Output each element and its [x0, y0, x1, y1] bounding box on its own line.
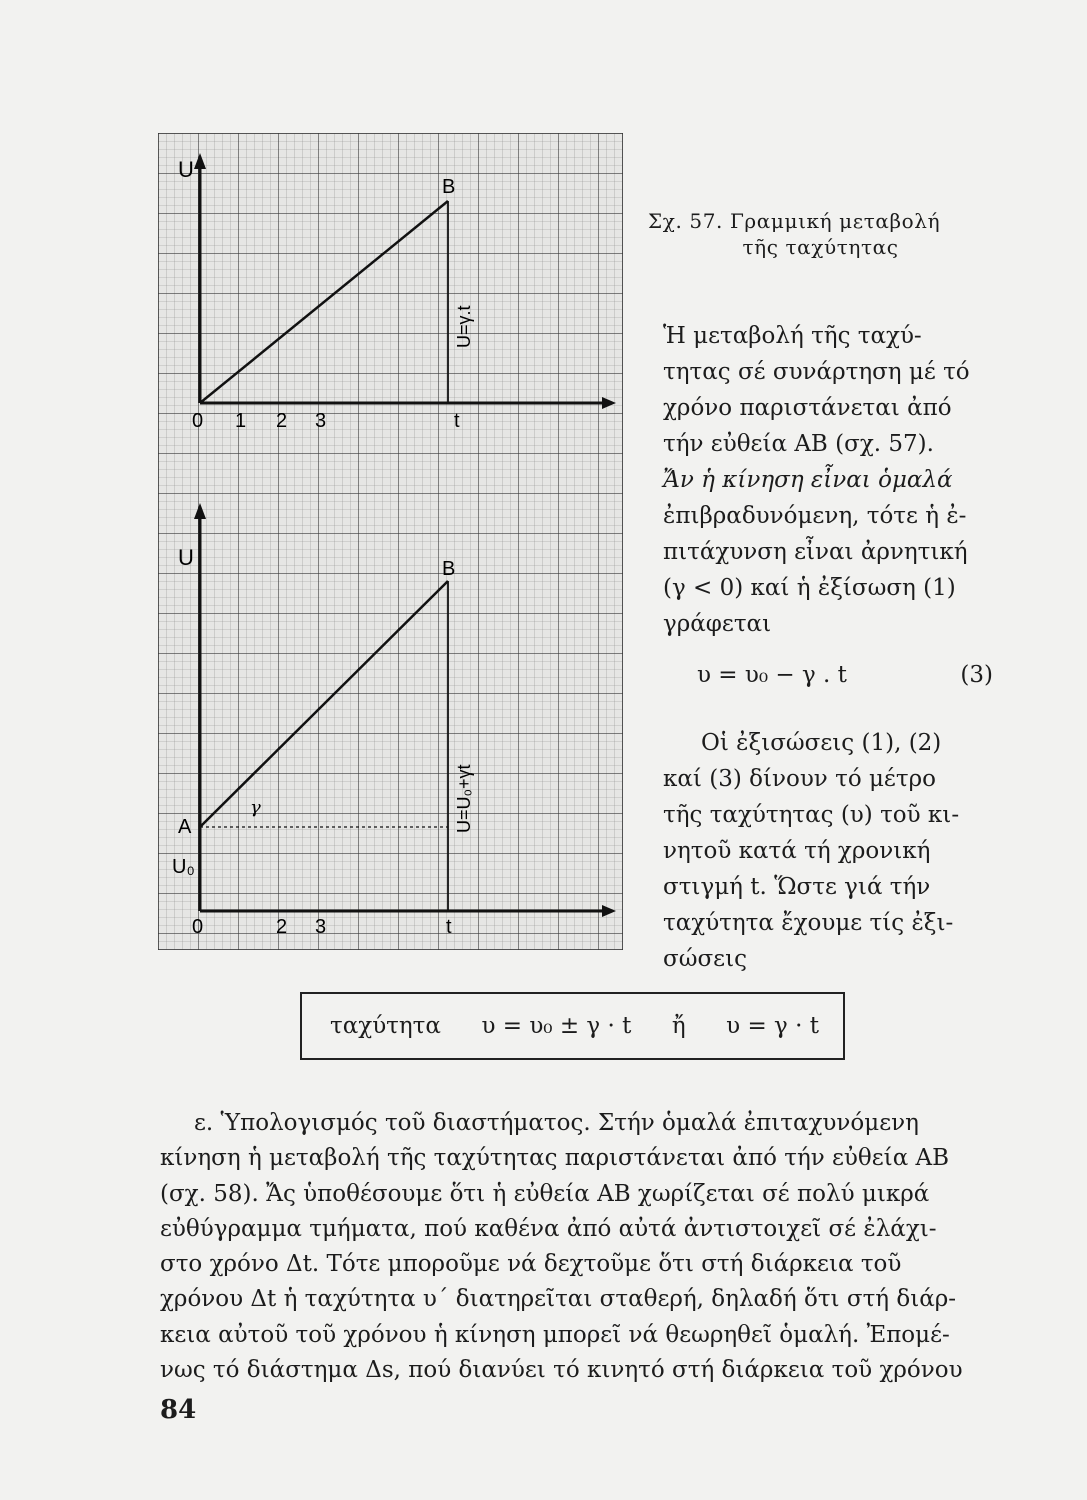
- text-line: πιτάχυνση εἶναι ἀρνητική: [663, 539, 968, 565]
- text-line: Ἄν ἡ κίνηση εἶναι ὁμαλά: [663, 467, 953, 493]
- body-line: ε. Ὑπολογισμός τοῦ διαστήματος. Στήν ὁμαλά ἐπιταχυνόμενη: [194, 1110, 919, 1136]
- text-line: καί (3) δίνουν τό μέτρο: [663, 766, 936, 792]
- top-side-label: U=γ.t: [454, 305, 474, 348]
- bottom-tick-0: 0: [192, 916, 204, 938]
- body-line: (σχ. 58). Ἄς ὑποθέσουμε ὅτι ἡ εὐθεία ΑΒ χωρίζεται σέ πολύ μικρά: [160, 1180, 930, 1207]
- caption-line-2: τῆς ταχύτητας: [742, 235, 899, 259]
- body-line: εὐθύγραμμα τμήματα, πού καθένα ἀπό αὐτά ἀντιστοιχεῖ σέ ἐλάχι-: [160, 1215, 937, 1242]
- top-tick-1: 1: [235, 410, 247, 432]
- bottom-point-b: B: [442, 558, 456, 580]
- text-line: τήν εὐθεία ΑΒ (σχ. 57).: [663, 431, 934, 457]
- text-line: νητοῦ κατά τή χρονική: [663, 838, 931, 864]
- text-line: Ἡ μεταβολή τῆς ταχύ-: [663, 323, 922, 349]
- box-eq-2: υ = γ · t: [726, 1013, 819, 1039]
- top-point-b: B: [442, 176, 456, 198]
- text-line: χρόνο παριστάνεται ἀπό: [663, 395, 952, 421]
- right-paragraph: [663, 318, 993, 642]
- text-line: τῆς ταχύτητας (υ) τοῦ κι-: [663, 802, 960, 828]
- box-label: ταχύτητα: [330, 1013, 441, 1039]
- bottom-side-label: U=U₀+γt: [454, 764, 474, 833]
- text-line: ἐπιβραδυνόμενη, τότε ἡ ἐ-: [663, 503, 967, 529]
- box-or: ἤ: [671, 1013, 686, 1039]
- body-line: κεια αὐτοῦ τοῦ χρόνου ἡ κίνηση μπορεῖ νά θεωρηθεῖ ὁμαλή. Ἐπομέ-: [160, 1321, 950, 1348]
- top-tick-0: 0: [192, 410, 204, 432]
- velocity-formula-box: [300, 992, 845, 1060]
- page-number: 84: [160, 1395, 197, 1425]
- figure-caption: [648, 208, 993, 260]
- text-line: στιγμή t. Ὥστε γιά τήν: [663, 874, 931, 900]
- bottom-tick-2: 2: [276, 916, 288, 938]
- body-line: στο χρόνο Δt. Τότε μποροῦμε νά δεχτοῦμε ὅτι στή διάρκεια τοῦ: [160, 1251, 902, 1278]
- bottom-u0-label: U₀: [172, 856, 195, 878]
- text-line: γράφεται: [663, 611, 772, 637]
- body-line: χρόνου Δt ἡ ταχύτητα υ΄ διατηρεῖται σταθερή, δηλαδή ὅτι στή διάρ-: [160, 1286, 957, 1313]
- box-eq-1: υ = υ₀ ± γ · t: [481, 1013, 632, 1039]
- text-line: Οἱ ἐξισώσεις (1), (2): [701, 730, 942, 756]
- equation-3-number: (3): [960, 662, 993, 688]
- equation-3-formula: υ = υ₀ − γ . t: [697, 662, 847, 688]
- bottom-tick-t: t: [446, 916, 452, 938]
- bottom-axis-label: U: [178, 545, 194, 570]
- text-line: (γ < 0) καί ἡ ἐξίσωση (1): [663, 575, 956, 601]
- figure-57-graphs: [158, 133, 623, 950]
- top-tick-t: t: [454, 410, 460, 432]
- body-paragraph: [160, 1106, 993, 1388]
- text-line: σώσεις: [663, 946, 747, 972]
- text-line: ταχύτητα ἔχουμε τίς ἐξι-: [663, 910, 954, 936]
- text-line: τητας σέ συνάρτηση μέ τό: [663, 359, 970, 385]
- bottom-gamma-label: γ: [250, 797, 261, 818]
- top-tick-3: 3: [315, 410, 327, 432]
- equation-3: [663, 657, 993, 693]
- body-line: κίνηση ἡ μεταβολή τῆς ταχύτητας παριστάνεται ἀπό τήν εὐθεία ΑΒ: [160, 1145, 950, 1172]
- bottom-tick-3: 3: [315, 916, 327, 938]
- caption-line-1: Σχ. 57. Γραμμική μεταβολή: [648, 209, 941, 233]
- top-axis-label: U: [178, 157, 194, 182]
- top-tick-2: 2: [276, 410, 288, 432]
- right-paragraph-2: [663, 725, 993, 977]
- bottom-point-a: A: [178, 816, 192, 838]
- body-line: νως τό διάστημα Δs, πού διανύει τό κινητό στή διάρκεια τοῦ χρόνου: [160, 1357, 963, 1384]
